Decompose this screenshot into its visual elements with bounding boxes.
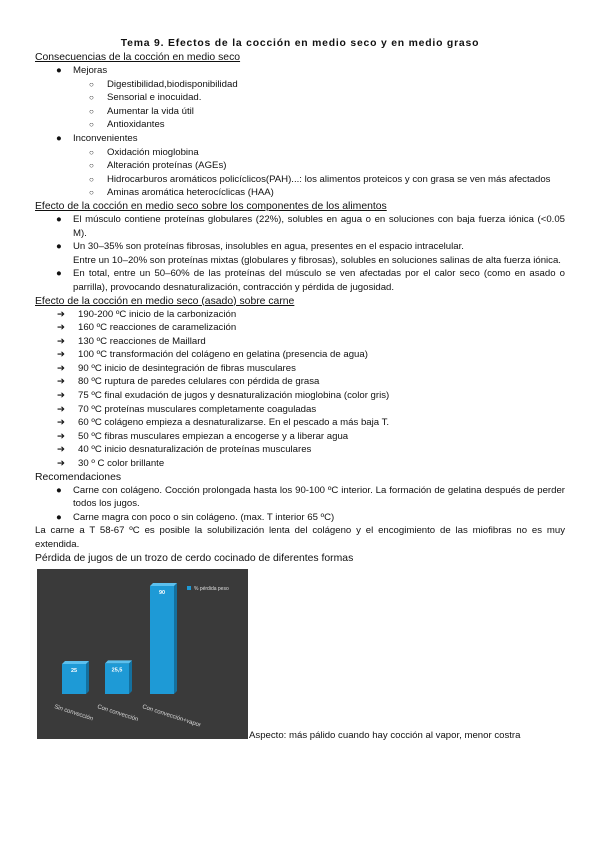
arrow-icon: ➔ <box>57 430 66 442</box>
bullet-icon: ● <box>56 241 62 253</box>
section-heading-componentes: Efecto de la cocción en medio seco sobre los componentes de los alimentos <box>35 200 387 212</box>
list-item: ➔ 130 ºC reacciones de Maillard <box>57 335 206 347</box>
legend-label: % pérdida peso <box>194 585 229 592</box>
list-item: ● El músculo contiene proteínas globulares (22%), solubles en agua o en soluciones con baja fuerza iónica (<0.05 M). <box>56 213 565 239</box>
bar-top <box>150 583 177 586</box>
juice-loss-chart <box>37 569 248 739</box>
list-item: ● Carne con colágeno. Cocción prolongada hasta los 90-100 ºC interior. La formación de gelatina después de perder todos los jugos. <box>56 484 565 510</box>
section-heading-asado: Efecto de la cocción en medio seco (asado) sobre carne <box>35 295 295 307</box>
bar-value-label: 90 <box>158 589 166 596</box>
arrow-icon: ➔ <box>57 308 66 320</box>
arrow-icon: ➔ <box>57 322 66 334</box>
recomendaciones-heading: Recomendaciones <box>35 471 122 483</box>
circle-bullet-icon: ○ <box>89 147 94 157</box>
bar-side <box>129 660 132 694</box>
bar-top <box>62 661 89 664</box>
page-title: Tema 9. Efectos de la cocción en medio seco y en medio graso <box>120 38 480 49</box>
list-item: ➔ 60 ºC colágeno empieza a desnaturalizarse. En el pescado a más baja T. <box>57 417 390 429</box>
list-item: ➔ 70 ºC proteínas musculares completamente coaguladas <box>57 403 317 415</box>
arrow-icon: ➔ <box>57 362 66 374</box>
list-item: ● En total, entre un 50–60% de las proteínas del músculo se ven afectadas por el calor seco (como en asado o parrilla), provocando desnaturalización, contracción y pérdida de jugosidad. <box>56 268 565 293</box>
list-item: ➔ 50 ºC fibras musculares empiezan a encogerse y a liberar agua <box>57 430 349 442</box>
temperatures-list <box>35 308 565 471</box>
circle-bullet-icon: ○ <box>89 106 94 116</box>
bullet-icon: ● <box>56 484 62 496</box>
recomendaciones-list <box>35 484 565 525</box>
bullet-icon: ● <box>56 132 62 144</box>
bullet-icon: ● <box>56 268 62 280</box>
arrow-icon: ➔ <box>57 417 66 429</box>
list-item: ➔ 80 ºC ruptura de paredes celulares con pérdida de grasa <box>57 376 320 388</box>
list-item: ➔ 75 ºC final exudación de jugos y desnaturalización mioglobina (color gris) <box>57 390 390 402</box>
circle-bullet-icon: ○ <box>89 120 94 130</box>
circle-bullet-icon: ○ <box>89 188 94 198</box>
list-item: ➔ 90 ºC inicio de desintegración de fibras musculares <box>57 362 296 374</box>
section-heading-consecuencias: Consecuencias de la cocción en medio seco <box>35 52 241 63</box>
bullet-icon: ● <box>56 65 62 76</box>
category-label: Sin convección <box>53 703 94 722</box>
category-label: Con convección+vapor <box>141 703 202 729</box>
arrow-icon: ➔ <box>57 376 66 388</box>
list-item: ● Un 30–35% son proteínas fibrosas, insolubles en agua, presentes en el espacio intracelular. <box>56 241 464 253</box>
list-item-continuation: Entre un 10–20% son proteínas mixtas (globulares y fibrosas), solubles en soluciones salinas de alta fuerza iónica. <box>73 254 561 266</box>
bar-value-label: 25,5 <box>111 666 123 673</box>
list-item: ● Inconvenientes <box>56 132 138 144</box>
list-item: ○ Aumentar la vida útil <box>89 105 194 117</box>
bar <box>150 586 174 694</box>
colageno-paragraph: La carne a T 58-67 ºC es posible la solubilización lenta del colágeno y el encogimiento de las miofibras no es muy extendida. <box>35 525 565 550</box>
bar-top <box>105 660 132 663</box>
list-item: ➔ 100 ºC transformación del colágeno en gelatina (presencia de agua) <box>57 349 368 361</box>
list-item: ○ Antioxidantes <box>89 119 165 131</box>
list-item: ➔ 190-200 ºC inicio de la carbonización <box>57 308 237 320</box>
chart-heading: Pérdida de jugos de un trozo de cerdo cocinado de diferentes formas <box>35 552 354 564</box>
arrow-icon: ➔ <box>57 349 66 361</box>
list-item: ➔ 30 º C color brillante <box>57 458 165 470</box>
list-item: ○ Alteración proteínas (AGEs) <box>89 160 227 172</box>
list-item: ○ Digestibilidad,biodisponibilidad <box>89 78 238 90</box>
componentes-list <box>35 213 565 295</box>
chart-row <box>35 567 565 743</box>
bullet-icon: ● <box>56 213 62 225</box>
arrow-icon: ➔ <box>57 390 66 402</box>
bar-value-label: 25 <box>70 667 78 674</box>
bar-side <box>86 661 89 694</box>
circle-bullet-icon: ○ <box>89 174 94 184</box>
list-item: ○ Hidrocarburos aromáticos policíclicos(PAH)...: los alimentos proteicos y con grasa se ven más afectados <box>89 173 551 185</box>
circle-bullet-icon: ○ <box>89 161 94 171</box>
list-item: ○ Oxidación mioglobina <box>89 146 199 158</box>
list-item: ○ Aminas aromática heterocíclicas (HAA) <box>89 187 274 199</box>
circle-bullet-icon: ○ <box>89 79 94 89</box>
list-item: ➔ 160 ºC reacciones de caramelización <box>57 322 237 334</box>
list-item: ○ Sensorial e inocuidad. <box>89 92 202 104</box>
list-item: ➔ 40 ºC inicio desnaturalización de proteínas musculares <box>57 444 312 456</box>
category-label: Con convección <box>96 703 139 723</box>
bullet-icon: ● <box>56 511 62 523</box>
legend-swatch <box>187 586 191 590</box>
circle-bullet-icon: ○ <box>89 93 94 103</box>
arrow-icon: ➔ <box>57 458 66 470</box>
arrow-icon: ➔ <box>57 444 66 456</box>
aspect-note: Aspecto: más pálido cuando hay cocción al vapor, menor costra <box>249 730 521 741</box>
arrow-icon: ➔ <box>57 335 66 347</box>
arrow-icon: ➔ <box>57 403 66 415</box>
list-item: ● Carne magra con poco o sin colágeno. (max. T interior 65 ºC) <box>56 511 335 523</box>
list-item: ● Mejoras <box>56 65 108 76</box>
bar-side <box>174 583 177 694</box>
chart-svg <box>37 569 248 739</box>
consecuencias-list <box>35 64 565 200</box>
document-page <box>35 37 565 743</box>
